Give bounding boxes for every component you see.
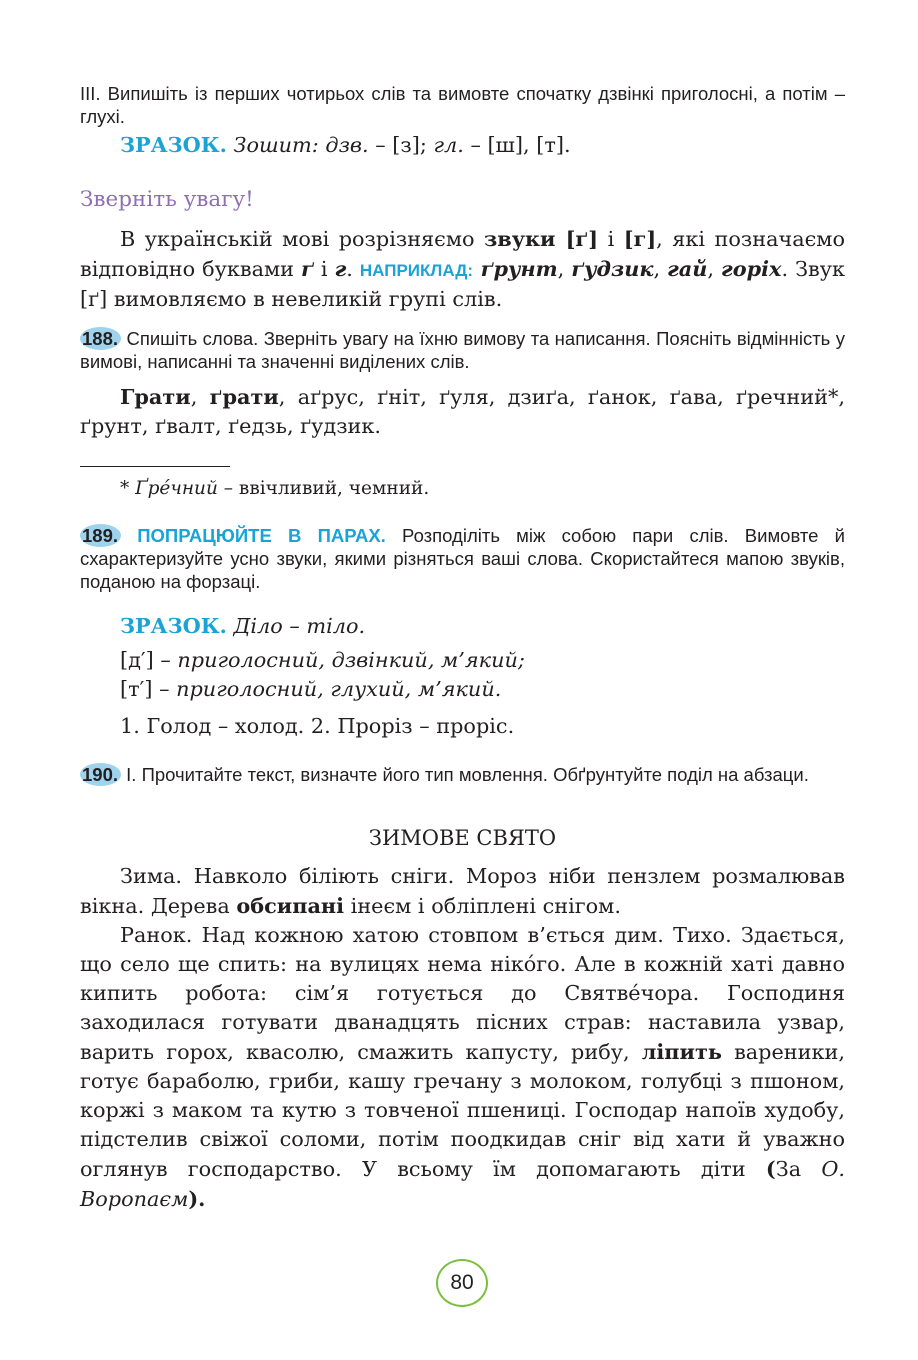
page-number: 80 (436, 1259, 488, 1307)
example-word: Зошит: дзв. (233, 133, 369, 157)
exercise-number-189: 189. (80, 524, 121, 547)
word-list: , аґрус, ґніт, ґуля, дзиґа, ґанок, ґава, ґречний*, ґрунт, ґвалт, ґедзь, ґудзик. (80, 385, 845, 438)
word-pairs: 1. Голод – холод. 2. Проріз – проріс. (120, 714, 515, 738)
example-sounds-2: – [ш], [т]. (463, 133, 571, 157)
exercise-number-190: 190. (80, 763, 121, 786)
footnote-word: Ґре́чний (135, 478, 218, 499)
sound-characteristics: – приголосний, дзвінкий, м’який; (153, 648, 525, 672)
highlighted-word: ліпить (641, 1039, 722, 1064)
footnote-star: * (120, 478, 136, 499)
example-sounds-1: – [з]; (368, 133, 434, 157)
highlighted-word: обсипані (236, 893, 345, 918)
exercise-189-text: Розподіліть між собою пари слів. Вимовте й схарактеризуйте усно звуки, якими різняться ваші слова. Скористайтеся мапою звуків, поданою на форзаці. (80, 525, 845, 592)
zrazok-label: ЗРАЗОК. (120, 613, 227, 638)
rule-letter: ґ (301, 256, 314, 281)
rule-text: , (707, 257, 722, 281)
story-title: ЗИМОВЕ СВЯТО (368, 826, 557, 850)
rule-text: , (653, 257, 668, 281)
sound-description-1 (80, 646, 885, 675)
footnote-divider (80, 466, 230, 467)
paren: ). (188, 1186, 206, 1211)
example-zrazok-1 (80, 130, 885, 160)
story-paragraph-2 (80, 921, 845, 1214)
sound-description-2 (80, 675, 885, 704)
task-3-instruction (80, 82, 845, 128)
source-author: О. Воропаєм (80, 1157, 846, 1211)
footnote (80, 476, 885, 502)
rule-bold-sound: звуки [ґ] (484, 226, 599, 251)
story-paragraph-1 (80, 862, 845, 921)
sample-words: Діло – тіло. (226, 614, 366, 638)
source-prefix: За (775, 1157, 822, 1181)
exercise-188-instruction (80, 327, 845, 373)
exercise-188-words (80, 382, 845, 441)
story-text: Ранок. Над кожною хатою стовпом в’ється дим. Тихо. Здається, що село ще спить: на вулицях нема нікóго. Але в кожній хаті давно кипить робота: сім’я готується до Святве́чора. Господиня заходилася готувати дванадцять пісних страв: наставила узвар, варить горох, квасолю, смажить капусту, рибу, (80, 923, 845, 1064)
pair-work-label: ПОПРАЦЮЙТЕ В ПАРАХ. (121, 525, 386, 546)
rule-example: гай (667, 256, 708, 281)
sound-symbol: [д′] (120, 648, 154, 672)
exercise-190-text: І. Прочитайте текст, визначте його тип мовлення. Обґрунтуйте поділ на абзаци. (121, 764, 809, 785)
attention-heading: Зверніть увагу! (80, 187, 254, 212)
rule-example: горіх (721, 256, 782, 281)
rule-text: і (598, 227, 624, 251)
exercise-188-text: Спишіть слова. Зверніть увагу на їхню вимову та написання. Поясніть відмінність у вимові, написанні та значенні виділених слів. (80, 328, 845, 372)
rule-bold-sound: [г] (623, 226, 657, 251)
example-zrazok-2 (80, 611, 885, 641)
rule-example: ґудзик (571, 256, 654, 281)
example-abbr: гл. (433, 133, 464, 157)
rule-text: . (346, 257, 360, 281)
story-text: вареники, готує бараболю, гриби, кашу гречану з молоком, голубці з пшоном, коржі з маком та кутю з товченої пшениці. Господар напоїв худобу, підстелив свіжої соломи, потім поодкидав сніг від хати й уважно оглянув господарство. У всьому їм допомагають діти (80, 1040, 845, 1181)
rule-letter: г (334, 256, 347, 281)
rule-paragraph (80, 224, 845, 314)
rule-text: В українській мові розрізняємо (120, 227, 484, 251)
rule-text: , які позначаємо відповідно буквами (80, 227, 845, 281)
highlighted-word: Грати (120, 384, 191, 409)
separator: , (190, 385, 210, 409)
rule-text: . Звук [ґ] вимовляємо в невеликій групі слів. (80, 257, 845, 311)
highlighted-word: ґрати (209, 384, 279, 409)
rule-text: , (557, 257, 572, 281)
footnote-definition: – ввічливий, чемний. (217, 478, 430, 499)
rule-text: і (313, 257, 335, 281)
exercise-number-188: 188. (80, 327, 121, 350)
zrazok-label: ЗРАЗОК. (120, 132, 227, 157)
story-text: Зима. Навколо біліють сніги. Мороз ніби пензлем розмалював вікна. Дерева (80, 864, 845, 918)
exercise-189-instruction (80, 524, 845, 593)
story-text: інеєм і обліплені снігом. (344, 894, 621, 918)
task-3-text: III. Випишіть із перших чотирьох слів та вимовте спочатку дзвінкі приголосні, а потім – глухі. (80, 83, 845, 127)
paren: ( (765, 1156, 776, 1181)
rule-example: ґрунт (473, 256, 558, 281)
sound-characteristics: – приголосний, глухий, м’який. (152, 677, 502, 701)
napryklad-label: НАПРИКЛАД: (359, 261, 473, 280)
exercise-190-instruction (80, 763, 845, 786)
sound-symbol: [т′] (120, 677, 153, 701)
